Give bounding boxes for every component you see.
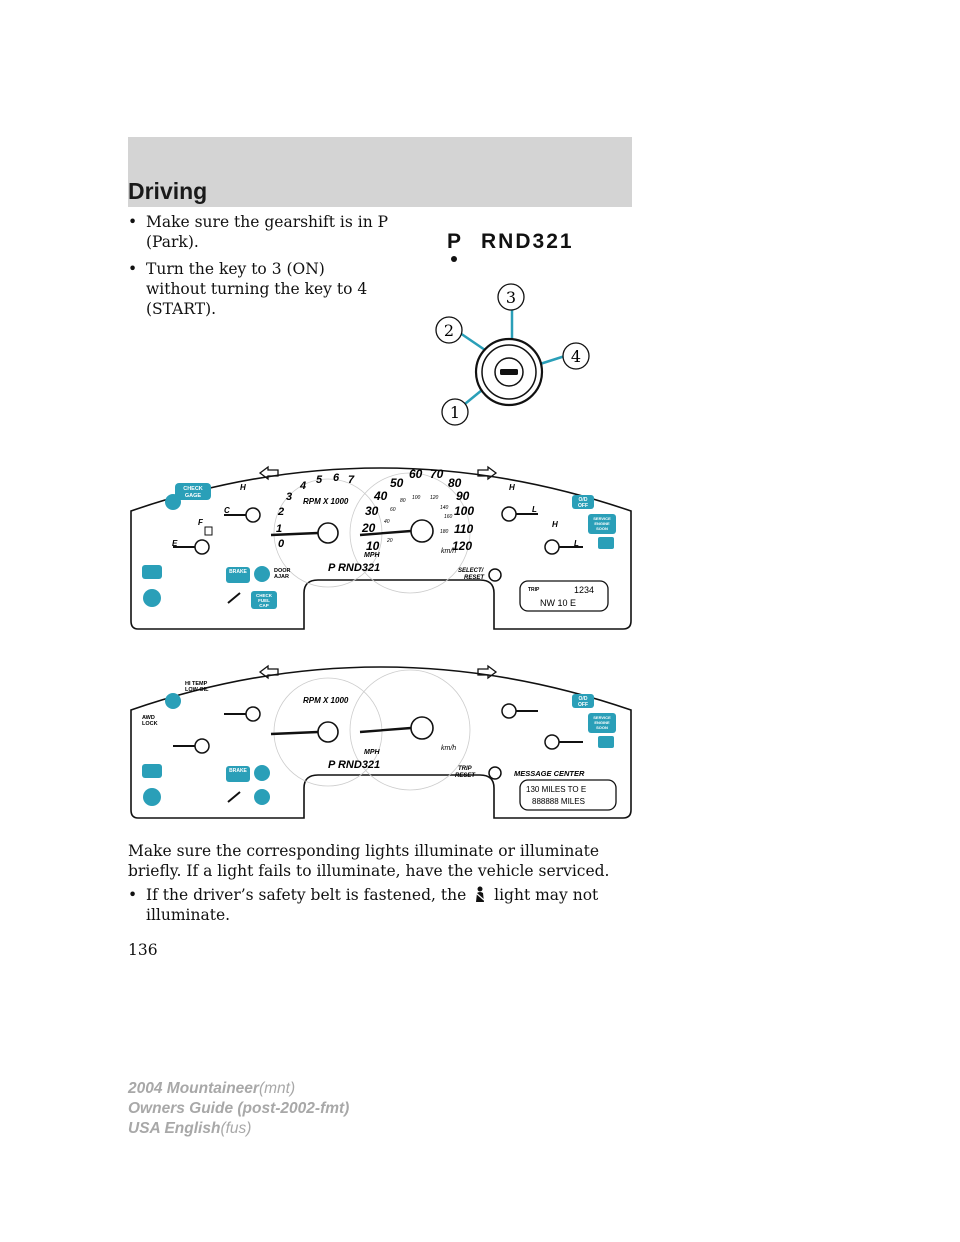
brake-lamp	[226, 567, 250, 583]
instrument-cluster-1	[128, 443, 634, 633]
footer-guide: Owners Guide (post-2002-fmt)	[128, 1100, 350, 1117]
voltage-gauge-hub	[502, 507, 516, 521]
instrument-cluster-2	[128, 642, 634, 822]
odo-line-2: NW 10 E	[540, 598, 577, 608]
temp-h-label: H	[240, 483, 246, 492]
check-fuel-cap-lamp	[251, 591, 277, 609]
trip-label: TRIP	[528, 587, 540, 593]
body-paragraph: Make sure the corresponding lights illuminate or illuminate briefly. If a light fails to illuminate, have the vehicle serviced.	[128, 842, 610, 880]
svg-text:OFF: OFF	[578, 503, 588, 509]
airbag-icon	[143, 589, 161, 607]
rpm-tick-4: 4	[300, 480, 307, 492]
airbag-icon	[143, 788, 161, 806]
rpm-label: RPM X 1000	[303, 497, 349, 506]
bullet-marker: •	[128, 213, 138, 231]
gear-p: P	[447, 230, 464, 253]
svg-text:CHECK: CHECK	[255, 593, 273, 598]
mph-label: MPH	[364, 552, 380, 559]
kmh-tick-20: 20	[387, 538, 393, 544]
footer-model-code: (mnt)	[258, 1080, 296, 1097]
tire-pressure-icon	[254, 765, 270, 781]
gear-p-dot	[451, 256, 457, 262]
svg-text:O/D: O/D	[578, 497, 588, 503]
speedometer-hub	[411, 520, 433, 542]
mph-label: MPH	[364, 749, 380, 756]
battery-icon	[598, 537, 614, 549]
kmh-tick-140: 140	[440, 505, 449, 511]
oil-h-label: H	[552, 520, 558, 529]
tachometer-hub	[318, 722, 338, 742]
cluster-gear-display: P RND321	[328, 562, 381, 574]
svg-text:RESET: RESET	[464, 575, 485, 581]
mph-tick-90: 90	[456, 489, 470, 503]
brake-lamp	[226, 766, 250, 782]
oil-l-label: L	[574, 539, 579, 548]
select-reset-button	[489, 569, 501, 581]
svg-text:AJAR: AJAR	[274, 574, 289, 580]
bullet-marker: •	[128, 886, 138, 904]
svg-text:SERVICE: SERVICE	[593, 715, 611, 720]
temp-gauge-hub	[246, 508, 260, 522]
battery-icon	[598, 736, 614, 748]
seatbelt-warning-icon	[165, 494, 181, 510]
trip-reset-label: TRIP	[458, 766, 472, 772]
volt-h-label: H	[509, 483, 515, 492]
svg-text:CAP: CAP	[259, 603, 269, 608]
rpm-label: RPM X 1000	[303, 696, 349, 705]
fuel-f-label: F	[198, 518, 203, 527]
hi-temp-label: HI TEMP	[185, 681, 208, 687]
rpm-tick-7: 7	[348, 474, 355, 486]
mph-tick-70: 70	[430, 467, 444, 481]
rpm-tick-6: 6	[333, 472, 340, 484]
traction-icon	[254, 789, 270, 805]
page-number: 136	[128, 941, 158, 959]
kmh-tick-80: 80	[400, 498, 406, 504]
kmh-tick-180: 180	[440, 529, 449, 535]
trip-reset-button	[489, 767, 501, 779]
svg-text:BRAKE: BRAKE	[229, 569, 247, 575]
od-off-lamp	[572, 694, 594, 708]
footer-model: 2004 Mountaineer	[128, 1080, 259, 1097]
svg-text:FUEL: FUEL	[258, 598, 270, 603]
footer-language: USA English	[128, 1120, 221, 1137]
rpm-tick-0: 0	[278, 538, 285, 550]
service-engine-soon-lamp	[588, 514, 616, 534]
kmh-tick-100: 100	[412, 495, 421, 501]
message-center-label: MESSAGE CENTER	[514, 769, 585, 778]
abs-icon	[142, 565, 162, 579]
mph-tick-60: 60	[409, 467, 423, 481]
seatbelt-icon	[473, 886, 487, 902]
svg-text:CHECK: CHECK	[183, 486, 203, 492]
service-engine-soon-lamp	[588, 713, 616, 733]
speedometer-hub	[411, 717, 433, 739]
footer	[128, 1079, 349, 1139]
message-line-1: 130 MILES TO E	[526, 785, 587, 794]
kmh-tick-120: 120	[430, 495, 439, 501]
gear-rest: RND321	[481, 230, 574, 253]
bullet-gearshift: Make sure the gearshift is in P (Park).	[146, 213, 389, 251]
kmh-label: km/h	[441, 548, 457, 555]
door-ajar-label: DOOR	[274, 568, 291, 574]
od-off-lamp	[572, 495, 594, 509]
check-gage-lamp	[175, 483, 211, 500]
svg-text:LOW OIL: LOW OIL	[185, 687, 209, 693]
tachometer-hub	[318, 523, 338, 543]
svg-text:GAGE: GAGE	[184, 493, 202, 499]
kmh-tick-160: 160	[444, 514, 453, 520]
svg-text:LOCK: LOCK	[142, 721, 158, 727]
key-position-3: 3	[505, 288, 517, 307]
message-line-2: 888888 MILES	[532, 797, 585, 806]
seatbelt-warning-icon	[165, 693, 181, 709]
svg-text:SOON: SOON	[596, 725, 608, 730]
svg-text:ENGINE: ENGINE	[594, 521, 610, 526]
abs-icon	[142, 764, 162, 778]
svg-text:O/D: O/D	[578, 696, 588, 702]
kmh-label: km/h	[441, 745, 457, 752]
mph-tick-30: 30	[365, 504, 379, 518]
rpm-tick-2: 2	[278, 506, 285, 518]
bullet-marker: •	[128, 260, 138, 278]
mph-tick-10: 10	[366, 539, 380, 553]
volt-l-label: L	[532, 505, 537, 514]
temp-c-label: C	[224, 506, 230, 515]
rpm-tick-1: 1	[276, 523, 283, 535]
mph-tick-110: 110	[454, 522, 474, 536]
ignition-key-diagram	[425, 280, 595, 430]
kmh-tick-40: 40	[384, 519, 390, 525]
svg-text:BRAKE: BRAKE	[229, 768, 247, 774]
gear-indicator	[447, 230, 574, 254]
svg-text:RESET: RESET	[455, 773, 476, 779]
svg-text:ENGINE: ENGINE	[594, 720, 610, 725]
bullet-turn-key: Turn the key to 3 (ON) without turning the key to 4 (START).	[146, 260, 368, 318]
key-position-2: 2	[443, 321, 455, 340]
tire-pressure-icon	[254, 566, 270, 582]
kmh-tick-60: 60	[390, 507, 396, 513]
mph-tick-40: 40	[374, 489, 388, 503]
awd-lock-label: AWD	[142, 715, 155, 721]
fuel-e-label: E	[172, 539, 178, 548]
odo-line-1: 1234	[574, 585, 595, 595]
section-title: Driving	[128, 178, 208, 204]
fuel-gauge-hub	[195, 540, 209, 554]
oil-gauge-hub	[545, 540, 559, 554]
svg-text:SERVICE: SERVICE	[593, 516, 611, 521]
select-reset-label: SELECT/	[458, 568, 484, 574]
rpm-tick-5: 5	[316, 474, 323, 486]
mph-tick-20: 20	[362, 521, 376, 535]
svg-text:OFF: OFF	[578, 702, 588, 708]
bullet-seatbelt: If the driver’s safety belt is fastened, the light may not illuminate.	[146, 886, 599, 924]
mph-tick-120: 120	[452, 539, 473, 553]
mph-tick-80: 80	[448, 476, 462, 490]
mph-tick-100: 100	[454, 504, 475, 518]
cluster-gear-display: P RND321	[328, 759, 381, 771]
mph-tick-50: 50	[390, 476, 404, 490]
rpm-tick-3: 3	[286, 491, 293, 503]
key-position-4: 4	[570, 347, 582, 366]
svg-text:SOON: SOON	[596, 526, 608, 531]
key-position-1: 1	[449, 403, 461, 422]
footer-language-code: (fus)	[220, 1120, 252, 1137]
